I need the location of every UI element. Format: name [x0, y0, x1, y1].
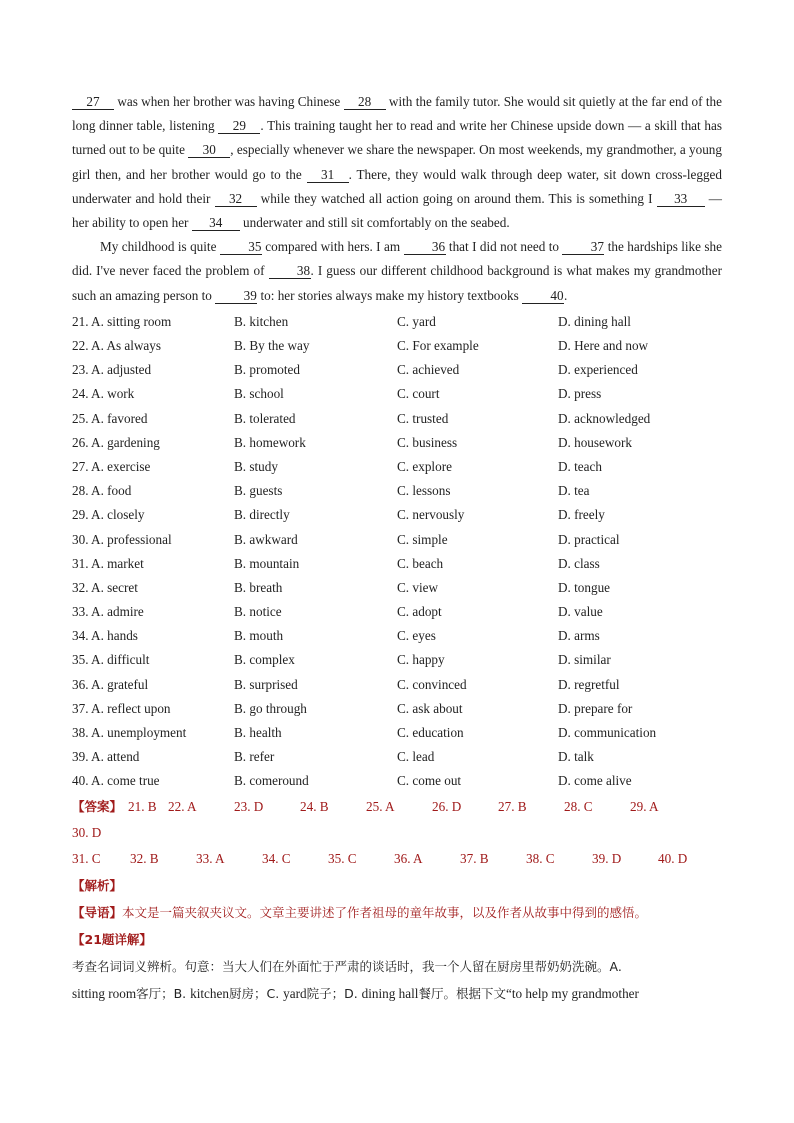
option-choice: D. similar: [558, 652, 611, 668]
blank-27: 27: [72, 95, 114, 110]
option-choice: B. awkward: [234, 531, 298, 547]
option-choice: 31. A. market: [72, 555, 144, 571]
answer-item: 27. B: [498, 798, 527, 814]
option-choice: 23. A. adjusted: [72, 362, 152, 378]
option-choice: D. Here and now: [558, 338, 649, 354]
option-row: [72, 648, 722, 672]
answer-item: 28. C: [564, 798, 593, 814]
option-row: [72, 552, 722, 576]
option-row: [72, 334, 722, 358]
option-row: [72, 310, 722, 334]
answer-item: 39. D: [592, 850, 622, 866]
option-row: [72, 503, 722, 527]
option-choice: C. simple: [397, 531, 448, 547]
option-choice: 39. A. attend: [72, 749, 140, 765]
option-choice: D. dining hall: [558, 313, 631, 329]
option-choice: B. guests: [234, 483, 283, 499]
option-row: [72, 745, 722, 769]
option-choice: B. homework: [234, 434, 306, 450]
option-choice: C. court: [397, 386, 440, 402]
blank-28: 28: [344, 95, 386, 110]
option-choice: C. ask about: [397, 700, 463, 716]
answer-item: 30. D: [72, 824, 102, 840]
option-choice: D. teach: [558, 458, 602, 474]
option-choice: D. value: [558, 604, 603, 620]
option-row: [72, 455, 722, 479]
option-choice: C. beach: [397, 555, 444, 571]
option-choice: D. practical: [558, 531, 620, 547]
option-row: [72, 431, 722, 455]
option-choice: D. class: [558, 555, 600, 571]
answer-item: 40. D: [658, 850, 688, 866]
option-choice: 25. A. favored: [72, 410, 148, 426]
option-choice: 40. A. come true: [72, 773, 160, 789]
guide-line: [72, 899, 722, 926]
option-choice: B. By the way: [234, 338, 310, 354]
option-choice: D. freely: [558, 507, 605, 523]
option-choice: B. refer: [234, 749, 275, 765]
guide-label: 【导语】: [72, 904, 123, 920]
option-choice: C. explore: [397, 458, 452, 474]
option-choice: 32. A. secret: [72, 579, 138, 595]
option-choice: B. tolerated: [234, 410, 296, 426]
option-choice: D. arms: [558, 628, 600, 644]
blank-30: 30: [188, 143, 230, 158]
option-row: [72, 673, 722, 697]
answer-label: 【答案】: [72, 798, 123, 814]
option-choice: D. talk: [558, 749, 594, 765]
option-row: [72, 600, 722, 624]
option-row: [72, 528, 722, 552]
blank-31: 31: [307, 168, 349, 183]
blank-32: 32: [215, 192, 257, 207]
answer-row-2: [72, 846, 722, 872]
option-row: [72, 358, 722, 382]
blank-34: 34: [192, 216, 240, 231]
option-choice: B. kitchen: [234, 313, 289, 329]
option-choice: C. yard: [397, 313, 436, 329]
answer-row-1: [72, 794, 722, 846]
option-choice: B. study: [234, 458, 278, 474]
blank-36: 36: [404, 240, 446, 255]
option-choice: C. happy: [397, 652, 445, 668]
option-choice: 35. A. difficult: [72, 652, 150, 668]
passage-paragraph-1: 27 was when her brother was having Chinese 28 with the family tutor. She would sit quietly at the far end of the long dinner table, listening 29 . This training taught her to read and write her Chinese upside down — a skill that has turned out to be quite 30 , especially whenever we share the newspaper. On most weekends, my grandmother, a young girl then, and her brother would go to the 31 . There, they would walk through deep water, sit down cross-legged underwater and hold their 32 while they watched all action going on around them. This is something I 33 — her ability to open her 34 underwater and still sit comfortably on the seabed.: [72, 94, 722, 231]
option-choice: D. acknowledged: [558, 410, 651, 426]
option-choice: C. For example: [397, 338, 479, 354]
option-choice: D. come alive: [558, 773, 632, 789]
option-choice: C. lead: [397, 749, 435, 765]
option-choice: C. trusted: [397, 410, 449, 426]
option-choice: 24. A. work: [72, 386, 135, 402]
option-choice: D. experienced: [558, 362, 638, 378]
option-choice: B. complex: [234, 652, 295, 668]
option-choice: 29. A. closely: [72, 507, 145, 523]
option-choice: B. directly: [234, 507, 290, 523]
option-choice: 34. A. hands: [72, 628, 138, 644]
option-choice: C. achieved: [397, 362, 460, 378]
option-row: [72, 624, 722, 648]
blank-35: 35: [220, 240, 262, 255]
answer-item: 38. C: [526, 850, 555, 866]
option-row: [72, 769, 722, 793]
option-choice: B. breath: [234, 579, 283, 595]
option-choice: D. press: [558, 386, 602, 402]
option-choice: 37. A. reflect upon: [72, 700, 171, 716]
answer-item: 36. A: [394, 850, 423, 866]
option-choice: C. come out: [397, 773, 462, 789]
option-choice: B. surprised: [234, 676, 298, 692]
answer-item: 24. B: [300, 798, 329, 814]
option-choice: C. adopt: [397, 604, 442, 620]
option-choice: B. promoted: [234, 362, 300, 378]
blank-38: 38: [269, 264, 311, 279]
option-choice: 38. A. unemployment: [72, 725, 187, 741]
option-choice: 26. A. gardening: [72, 434, 160, 450]
blank-37: 37: [562, 240, 604, 255]
option-choice: D. communication: [558, 725, 657, 741]
option-choice: 27. A. exercise: [72, 458, 151, 474]
option-choice: D. regretful: [558, 676, 620, 692]
option-choice: B. mountain: [234, 555, 300, 571]
option-row: [72, 479, 722, 503]
option-choice: C. business: [397, 434, 458, 450]
option-row: [72, 721, 722, 745]
answer-item: 37. B: [460, 850, 489, 866]
option-choice: D. prepare for: [558, 700, 633, 716]
answer-item: 32. B: [130, 850, 159, 866]
option-choice: 36. A. grateful: [72, 676, 149, 692]
answer-item: 35. C: [328, 850, 357, 866]
exam-page: [72, 90, 722, 1007]
option-choice: 21. A. sitting room: [72, 313, 172, 329]
answer-item: 34. C: [262, 850, 291, 866]
option-choice: B. school: [234, 386, 284, 402]
q21-heading: 【21题详解】: [72, 931, 152, 947]
option-choice: 33. A. admire: [72, 604, 144, 620]
blank-40: 40: [522, 289, 564, 304]
option-choice: B. go through: [234, 700, 307, 716]
option-choice: D. tongue: [558, 579, 611, 595]
option-choice: 28. A. food: [72, 483, 132, 499]
answer-item: 29. A: [630, 798, 659, 814]
guide-text: 本文是一篇夹叙夹议文。文章主要讲述了作者祖母的童年故事，以及作者从故事中得到的感悟。: [122, 904, 648, 920]
option-choice: C. eyes: [397, 628, 436, 644]
option-choice: 30. A. professional: [72, 531, 172, 547]
options-list: [72, 310, 722, 794]
option-choice: C. lessons: [397, 483, 451, 499]
blank-33: 33: [657, 192, 705, 207]
option-choice: C. convinced: [397, 676, 467, 692]
option-choice: B. mouth: [234, 628, 284, 644]
q21-explanation-line-1: 考查名词词义辨析。句意：当大人们在外面忙于严肃的谈话时，我一个人留在厨房里帮奶奶洗碗。A.: [72, 958, 622, 974]
answer-item: 23. D: [234, 798, 264, 814]
option-choice: C. nervously: [397, 507, 465, 523]
answer-item: 22. A: [168, 798, 197, 814]
option-choice: B. comeround: [234, 773, 309, 789]
answer-item: 25. A: [366, 798, 395, 814]
option-choice: B. health: [234, 725, 282, 741]
blank-29: 29: [218, 119, 260, 134]
option-choice: C. view: [397, 579, 439, 595]
q21-explanation-line-2: sitting room客厅；B. kitchen厨房；C. yard院子；D. dining hall餐厅。根据下文“to help my grandmother: [72, 985, 639, 1001]
analysis-heading: 【解析】: [72, 877, 123, 893]
option-choice: D. tea: [558, 483, 590, 499]
option-choice: C. education: [397, 725, 464, 741]
option-choice: D. housework: [558, 434, 632, 450]
option-row: [72, 407, 722, 431]
option-choice: 22. A. As always: [72, 338, 162, 354]
answer-item: 33. A: [196, 850, 225, 866]
option-choice: B. notice: [234, 604, 282, 620]
option-row: [72, 697, 722, 721]
option-row: [72, 382, 722, 406]
answer-item: 21. B: [128, 798, 157, 814]
blank-39: 39: [215, 289, 257, 304]
answer-item: 26. D: [432, 798, 462, 814]
answer-item: 31. C: [72, 850, 101, 866]
passage-paragraph-2: My childhood is quite 35 compared with hers. I am 36 that I did not need to 37 the hardships like she did. I've never faced the problem of 38. I guess our different childhood background is what makes my grandmother such an amazing person to 39 to: her stories always make my history textbooks 40.: [72, 239, 722, 303]
option-row: [72, 576, 722, 600]
